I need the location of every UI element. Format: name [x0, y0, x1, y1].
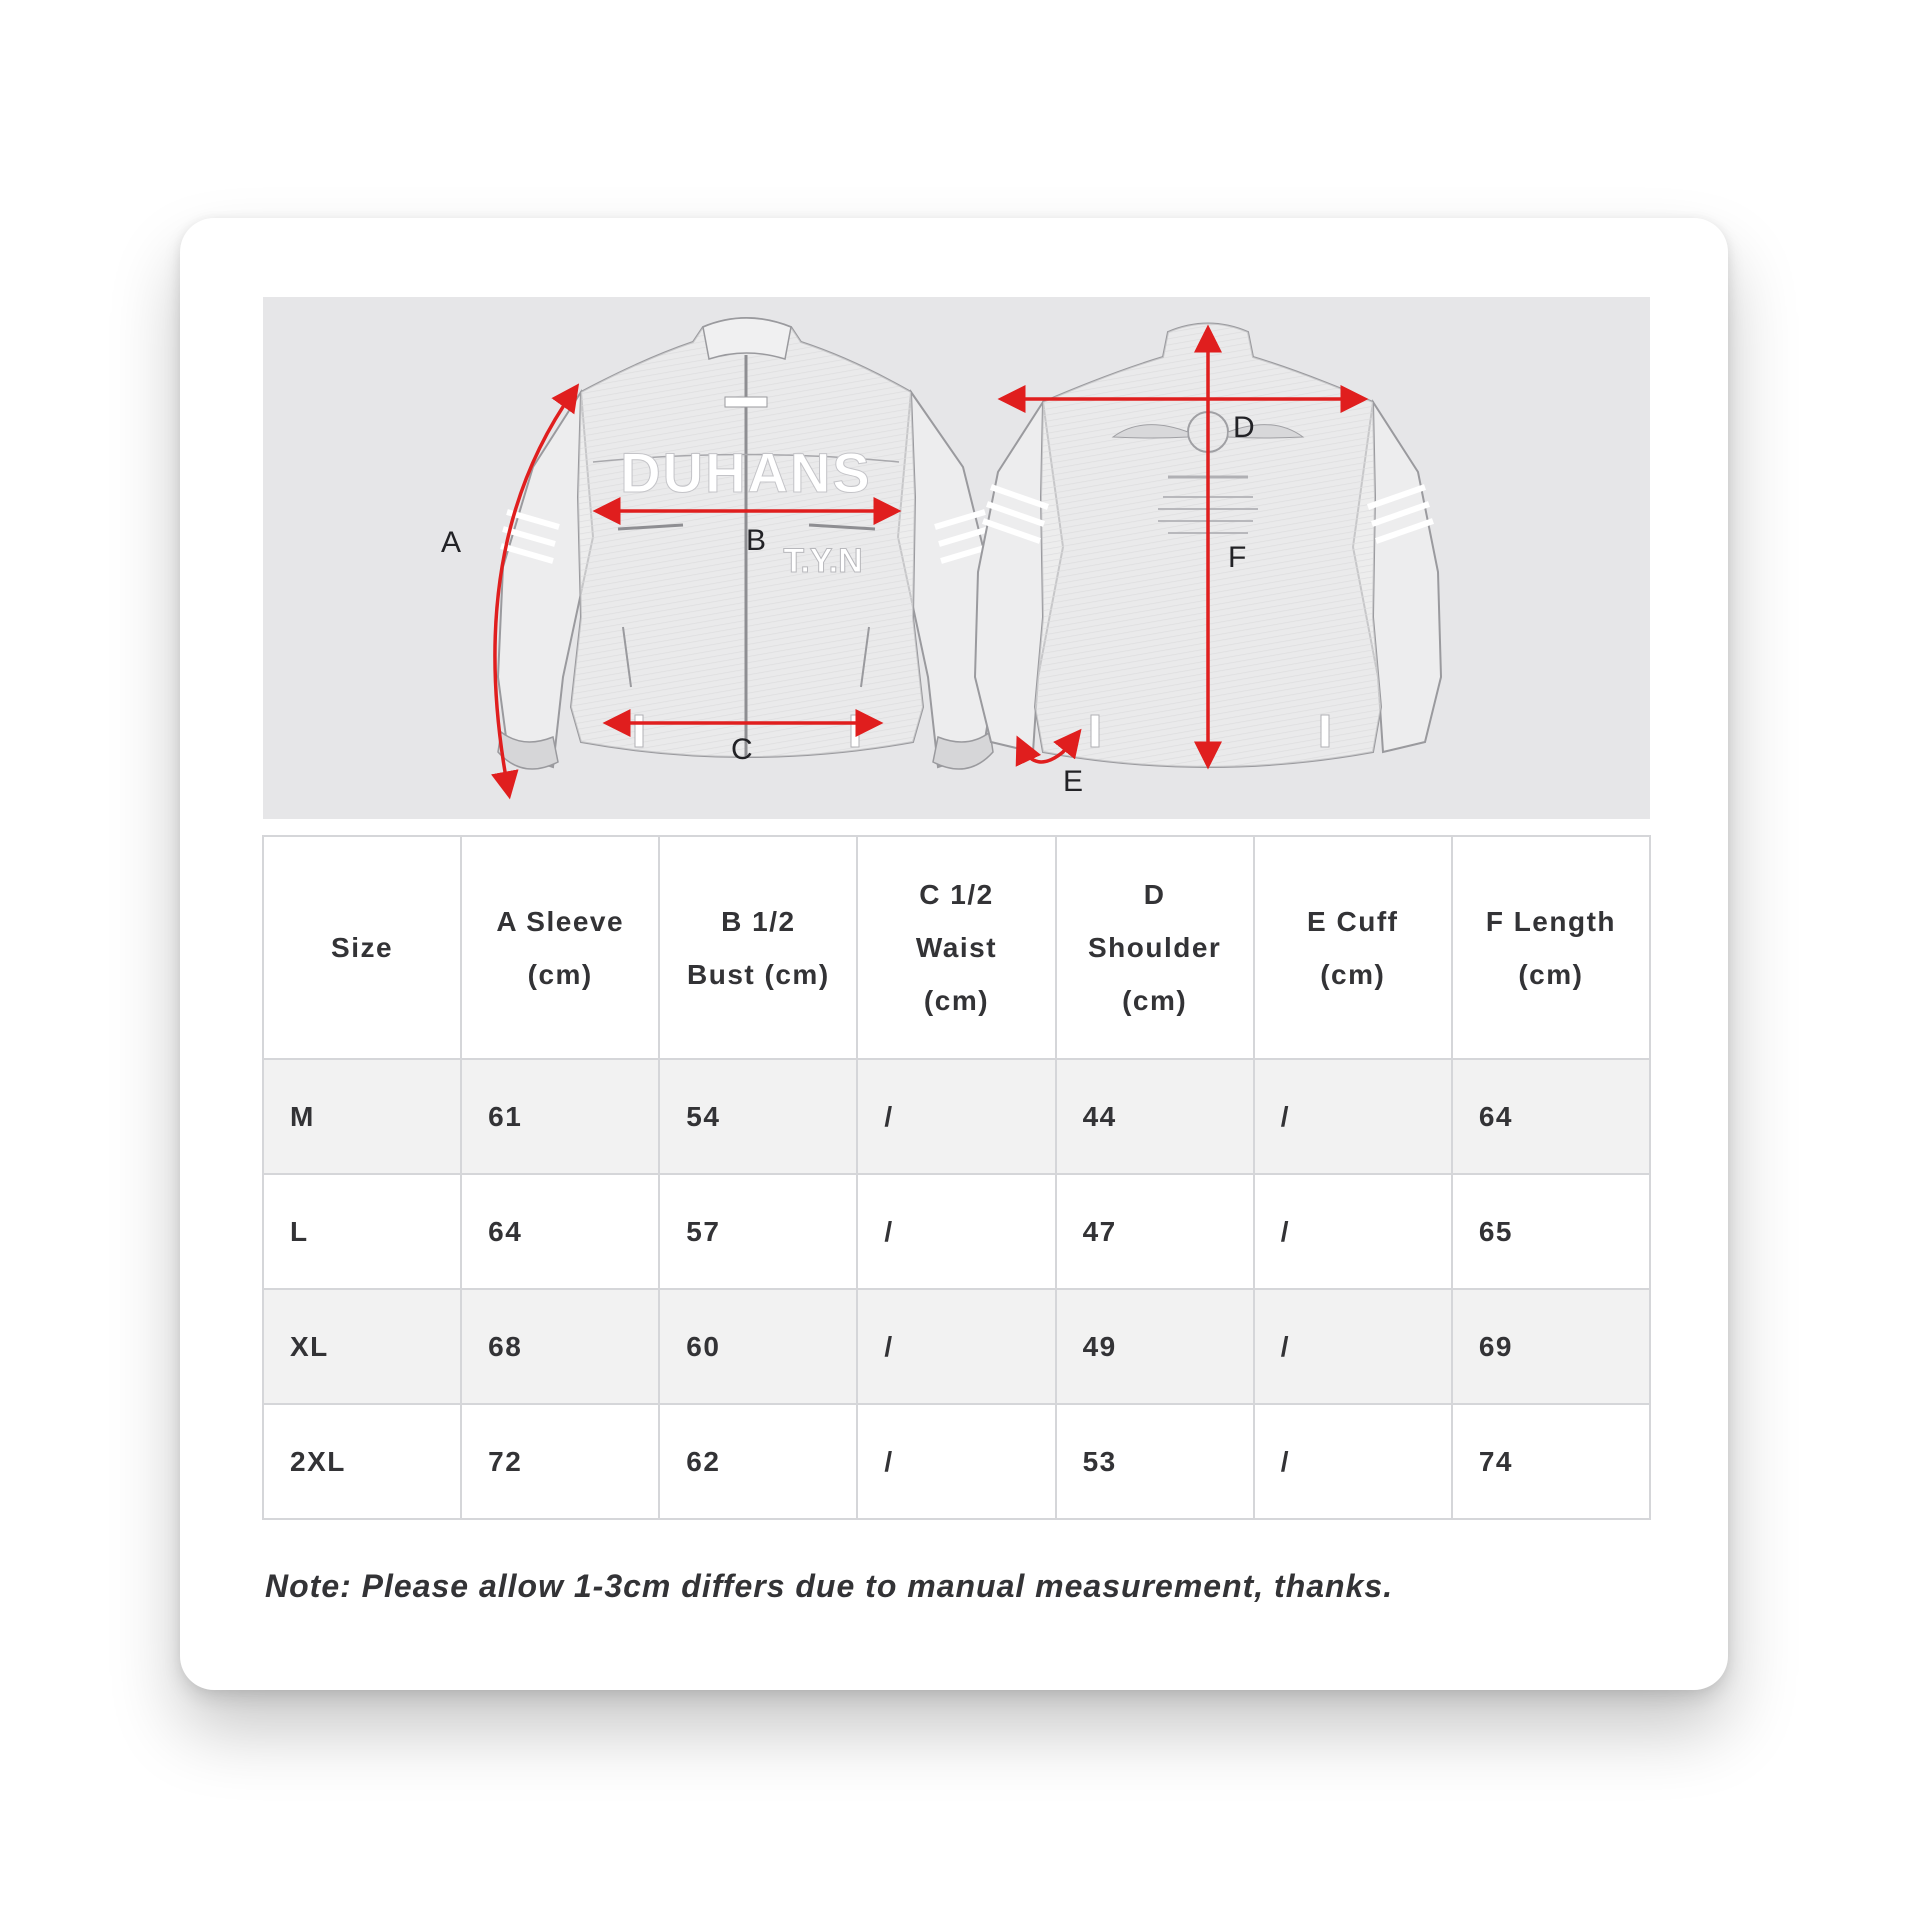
- cell-sleeve: 61: [461, 1059, 659, 1174]
- label-a: A: [441, 526, 462, 559]
- cell-shoulder: 44: [1056, 1059, 1254, 1174]
- cell-bust: 60: [659, 1289, 857, 1404]
- cell-cuff: /: [1254, 1174, 1452, 1289]
- label-f: F: [1228, 541, 1247, 574]
- front-chest-lettering: DUHANS: [620, 441, 872, 504]
- header-waist: C 1/2 Waist (cm): [857, 836, 1055, 1059]
- cell-size: M: [263, 1059, 461, 1174]
- cell-bust: 62: [659, 1404, 857, 1519]
- table-row: [263, 1059, 1650, 1174]
- cell-size: 2XL: [263, 1404, 461, 1519]
- cell-sleeve: 72: [461, 1404, 659, 1519]
- cell-shoulder: 47: [1056, 1174, 1254, 1289]
- cell-shoulder: 49: [1056, 1289, 1254, 1404]
- cell-shoulder: 53: [1056, 1404, 1254, 1519]
- cell-sleeve: 64: [461, 1174, 659, 1289]
- label-e: E: [1063, 765, 1084, 798]
- cell-length: 64: [1452, 1059, 1650, 1174]
- cell-cuff: /: [1254, 1289, 1452, 1404]
- label-c: C: [731, 733, 753, 766]
- table-header-row: [263, 836, 1650, 1059]
- header-shoulder: D Shoulder (cm): [1056, 836, 1254, 1059]
- cell-length: 65: [1452, 1174, 1650, 1289]
- cell-sleeve: 68: [461, 1289, 659, 1404]
- label-d: D: [1233, 411, 1255, 444]
- header-bust: B 1/2 Bust (cm): [659, 836, 857, 1059]
- cell-cuff: /: [1254, 1059, 1452, 1174]
- front-sub-lettering: T.Y.N: [783, 542, 863, 580]
- cell-waist: /: [857, 1404, 1055, 1519]
- header-length: F Length (cm): [1452, 836, 1650, 1059]
- cell-bust: 54: [659, 1059, 857, 1174]
- measurement-note: Note: Please allow 1-3cm differs due to manual measurement, thanks.: [265, 1568, 1394, 1604]
- cell-waist: /: [857, 1289, 1055, 1404]
- cell-length: 74: [1452, 1404, 1650, 1519]
- header-size: Size: [263, 836, 461, 1059]
- label-b: B: [746, 524, 767, 557]
- table-row: [263, 1174, 1650, 1289]
- table-row: [263, 1404, 1650, 1519]
- cell-waist: /: [857, 1059, 1055, 1174]
- cell-cuff: /: [1254, 1404, 1452, 1519]
- cell-waist: /: [857, 1174, 1055, 1289]
- cell-size: XL: [263, 1289, 461, 1404]
- jacket-measurement-diagram: [263, 297, 1650, 819]
- header-cuff: E Cuff (cm): [1254, 836, 1452, 1059]
- jacket-sketch-illustration: [263, 297, 1650, 819]
- cell-length: 69: [1452, 1289, 1650, 1404]
- cell-bust: 57: [659, 1174, 857, 1289]
- table-row: [263, 1289, 1650, 1404]
- size-chart-table: [262, 835, 1651, 1520]
- cell-size: L: [263, 1174, 461, 1289]
- header-sleeve: A Sleeve (cm): [461, 836, 659, 1059]
